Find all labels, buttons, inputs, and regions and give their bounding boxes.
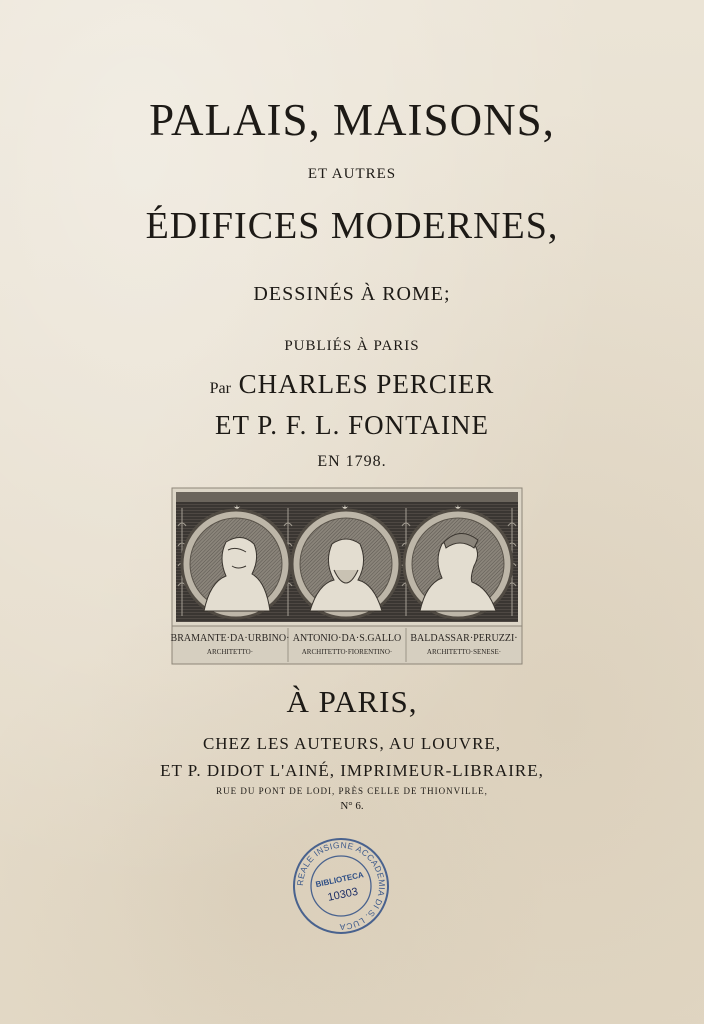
library-stamp	[291, 836, 391, 936]
publication-year: EN 1798.	[317, 453, 387, 470]
stamp-ring-text: REALE INSIGNE ACCADEMIA DI S. LUCA	[294, 839, 388, 933]
par-word: Par	[209, 380, 231, 397]
imprint-city: À PARIS,	[286, 684, 418, 719]
author-1: CHARLES PERCIER	[238, 369, 495, 399]
portrait-role-1: ARCHITETTO·	[206, 648, 254, 656]
subtitle-drawn: DESSINÉS À ROME;	[253, 283, 451, 305]
subtitle-published: PUBLIÉS À PARIS	[284, 338, 420, 354]
portrait-name-2: ANTONIO·DA·S.GALLO	[292, 633, 402, 644]
imprint-line-4: N° 6.	[340, 800, 364, 812]
stamp-center-label: BIBLIOTECA	[314, 870, 365, 890]
medallion-sangallo	[292, 510, 400, 618]
title-line-1: PALAIS, MAISONS,	[149, 95, 555, 145]
portrait-name-1: BRAMANTE·DA·URBINO·	[170, 633, 290, 644]
top-frieze	[176, 492, 518, 502]
portrait-role-2: ARCHITETTO·FIORENTINO·	[301, 648, 393, 656]
portrait-role-3: ARCHITETTO·SENESE·	[426, 648, 502, 656]
stamp-number: 10303	[326, 885, 360, 904]
title-line-3: ÉDIFICES MODERNES,	[145, 205, 559, 247]
svg-text:REALE INSIGNE ACCADEMIA DI S.	[295, 840, 387, 932]
portrait-engraving	[170, 486, 524, 666]
portrait-name-3: BALDASSAR·PERUZZI·	[410, 633, 518, 644]
imprint-line-2: ET P. DIDOT L'AINÉ, IMPRIMEUR-LIBRAIRE,	[160, 761, 544, 780]
medallion-peruzzi	[404, 510, 512, 618]
inscription-band	[172, 626, 522, 664]
title-line-2: ET AUTRES	[307, 166, 397, 182]
author-line-2: ET P. F. L. FONTAINE	[215, 410, 489, 440]
author-line-1	[0, 369, 704, 400]
medallion-bramante	[182, 510, 290, 618]
imprint-line-3: RUE DU PONT DE LODI, PRÈS CELLE DE THIONVILLE,	[216, 786, 488, 796]
imprint-line-1: CHEZ LES AUTEURS, AU LOUVRE,	[202, 734, 502, 753]
